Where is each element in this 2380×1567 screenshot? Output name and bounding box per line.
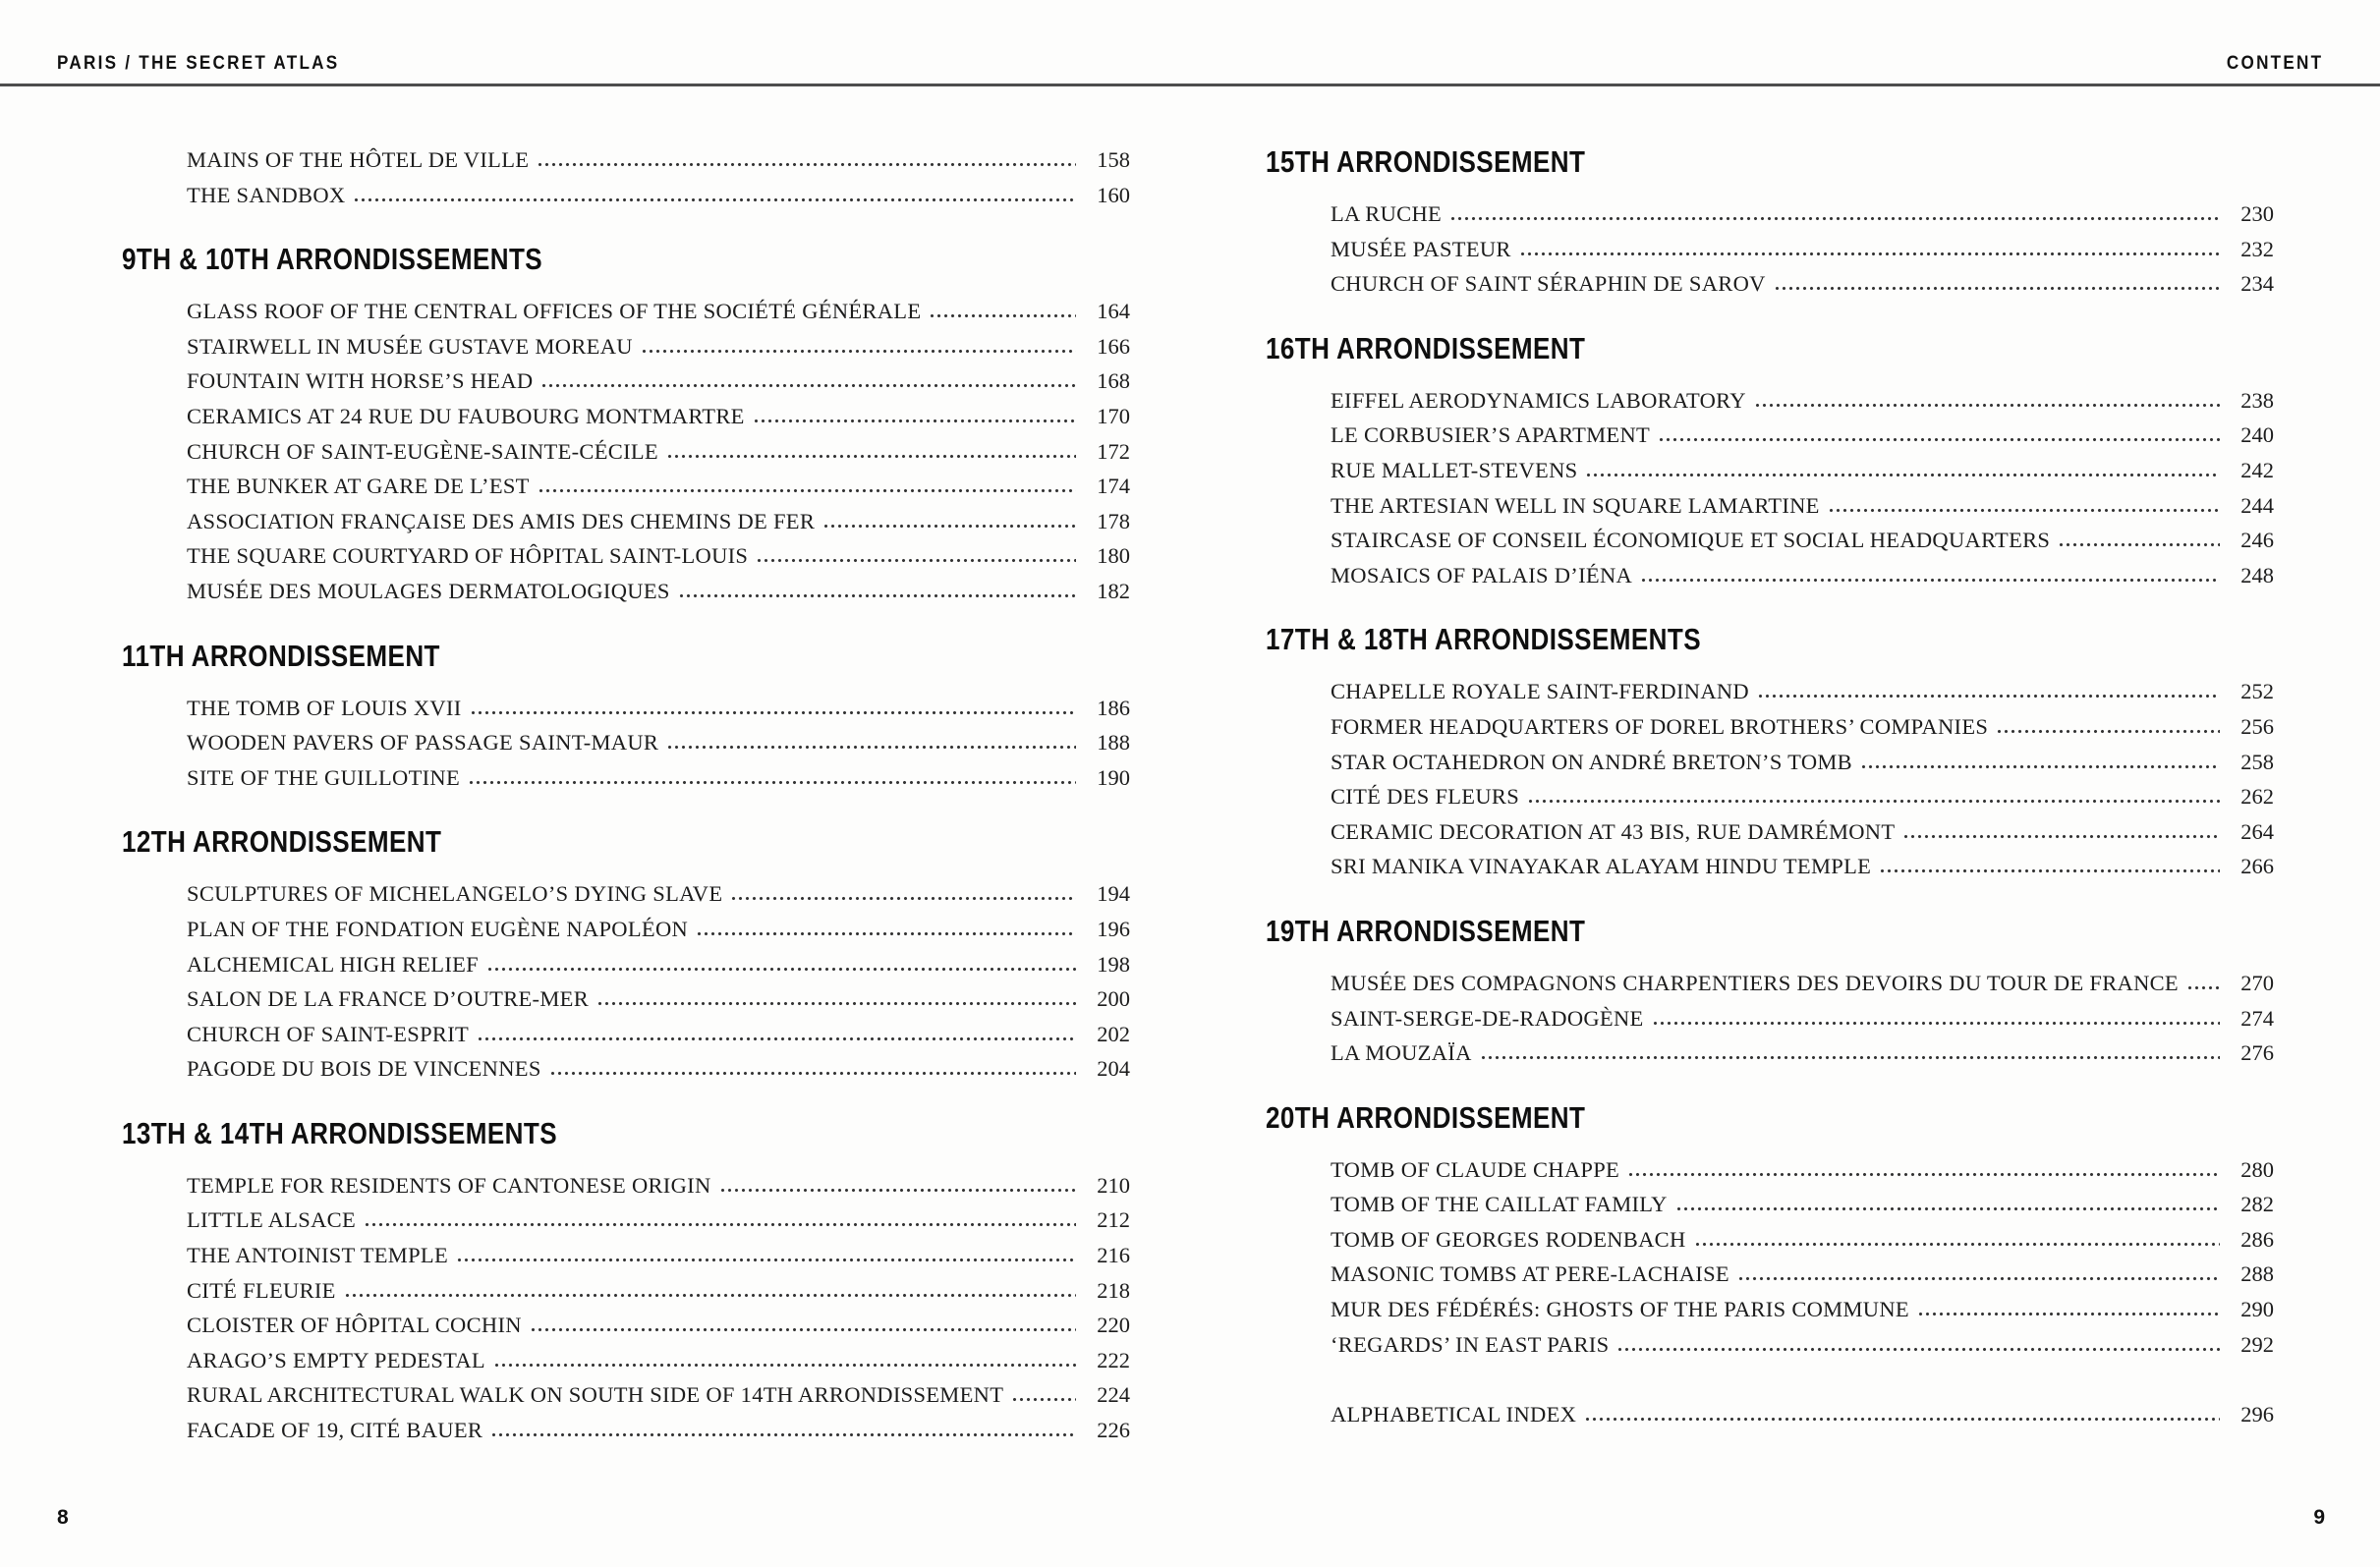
toc-entry-title: MUSÉE DES COMPAGNONS CHARPENTIERS DES DEVOIRS DU TOUR DE FRANCE [1331, 970, 2179, 995]
toc-entry-page: 246 [2240, 528, 2274, 553]
toc-entry-title: TOMB OF GEORGES RODENBACH [1331, 1226, 1686, 1252]
toc-entry-page: 266 [2240, 854, 2274, 879]
toc-entry-title: THE ARTESIAN WELL IN SQUARE LAMARTINE [1331, 492, 1820, 518]
toc-entry-group [1266, 1397, 2274, 1432]
toc-entry-title: TOMB OF CLAUDE CHAPPE [1331, 1156, 1620, 1182]
toc-entry-title: MUSÉE DES MOULAGES DERMATOLOGIQUES [187, 578, 670, 603]
book-title: PARIS / THE SECRET ATLAS [57, 53, 340, 74]
section-title [122, 1114, 1130, 1153]
section-title-text: 13TH & 14TH ARRONDISSEMENTS [122, 1115, 558, 1150]
toc-entry-title: THE ANTOINIST TEMPLE [187, 1243, 449, 1268]
toc-entry-page: 172 [1097, 438, 1130, 464]
toc-entry-page: 164 [1097, 299, 1130, 324]
dot-leader [753, 419, 1076, 423]
toc-section [1266, 329, 2274, 593]
toc-entry-title: LE CORBUSIER’S APARTMENT [1331, 422, 1651, 448]
toc-entry [122, 399, 1130, 434]
toc-entry-page: 232 [2240, 236, 2274, 261]
toc-entry [122, 1203, 1130, 1238]
toc-entry-page: 160 [1097, 182, 1130, 207]
toc-entry-page: 158 [1097, 147, 1130, 172]
dot-leader [493, 1363, 1076, 1368]
toc-entry-page: 282 [2240, 1192, 2274, 1217]
toc-entry [1266, 966, 2274, 1001]
toc-entry [122, 1238, 1130, 1273]
toc-entry-title: TEMPLE FOR RESIDENTS OF CANTONESE ORIGIN [187, 1172, 711, 1198]
toc-entry [122, 1168, 1130, 1203]
dot-leader [1879, 868, 2220, 873]
dot-leader [756, 558, 1076, 563]
toc-entry-title: SITE OF THE GUILLOTINE [187, 764, 461, 790]
toc-entry-title: TOMB OF THE CAILLAT FAMILY [1331, 1192, 1668, 1217]
dot-leader [486, 967, 1076, 972]
dot-leader [1011, 1397, 1076, 1402]
toc-entry-page: 280 [2240, 1156, 2274, 1182]
section-title-text: 20TH ARRONDISSEMENT [1266, 1099, 1586, 1135]
toc-entry-page: 286 [2240, 1226, 2274, 1252]
toc-entry-title: CITÉ DES FLEURS [1331, 784, 1520, 810]
dot-leader [1774, 286, 2220, 291]
toc-entry-title: LITTLE ALSACE [187, 1207, 357, 1233]
dot-leader [364, 1222, 1076, 1227]
dot-leader [1828, 508, 2220, 513]
toc-entry [1266, 1187, 2274, 1222]
toc-entry [122, 876, 1130, 912]
dot-leader [1902, 834, 2220, 839]
dot-leader [1627, 1172, 2220, 1177]
toc-entry-title: WOODEN PAVERS OF PASSAGE SAINT-MAUR [187, 730, 659, 756]
toc-entry-page: 226 [1097, 1418, 1130, 1443]
toc-entry-title: FORMER HEADQUARTERS OF DOREL BROTHERS’ COMPANIES [1331, 713, 1989, 739]
toc-entry-page: 198 [1097, 951, 1130, 977]
section-title [1266, 620, 2274, 659]
toc-entry-page: 230 [2240, 201, 2274, 226]
dot-leader [822, 524, 1076, 529]
toc-entry [122, 364, 1130, 399]
toc-entry-title: ASSOCIATION FRANÇAISE DES AMIS DES CHEMINS DE FER [187, 508, 816, 533]
section-title-text: 12TH ARRONDISSEMENT [122, 824, 442, 860]
dot-leader [1527, 799, 2220, 804]
toc-entry-page: 190 [1097, 764, 1130, 790]
toc-entry-title: MAINS OF THE HÔTEL DE VILLE [187, 147, 530, 172]
dot-leader [641, 349, 1076, 354]
toc-entry-page: 168 [1097, 368, 1130, 394]
toc-entry [1266, 1001, 2274, 1036]
dot-leader [1652, 1021, 2220, 1026]
toc-entry-page: 188 [1097, 730, 1130, 756]
toc-entry-title: FOUNTAIN WITH HORSE’S HEAD [187, 368, 534, 394]
toc-entry-page: 166 [1097, 333, 1130, 359]
toc-entry [1266, 779, 2274, 814]
dot-leader [596, 1001, 1076, 1006]
dot-leader [1675, 1206, 2220, 1211]
dot-leader [477, 1036, 1076, 1041]
toc-entry-title: STAIRCASE OF CONSEIL ÉCONOMIQUE ET SOCIAL HEADQUARTERS [1331, 528, 2051, 553]
section-title [1266, 329, 2274, 368]
toc-entry [1266, 232, 2274, 267]
toc-entry-title: FACADE OF 19, CITÉ BAUER [187, 1418, 483, 1443]
toc-entry [122, 1413, 1130, 1448]
toc-entry-page: 222 [1097, 1347, 1130, 1372]
toc-entry-title: ‘REGARDS’ IN EAST PARIS [1331, 1331, 1610, 1357]
toc-entry [122, 725, 1130, 760]
toc-entry [1266, 266, 2274, 302]
toc-entry [122, 1343, 1130, 1378]
toc-entry-page: 178 [1097, 508, 1130, 533]
page-number-left: 8 [57, 1506, 69, 1529]
toc-left-column [122, 142, 1130, 1567]
toc-entry-page: 180 [1097, 543, 1130, 569]
toc-entry-title: CHURCH OF SAINT-ESPRIT [187, 1021, 470, 1046]
toc-entry-page: 220 [1097, 1313, 1130, 1338]
toc-entry-page: 296 [2240, 1402, 2274, 1427]
toc-gap [1266, 1362, 2274, 1397]
toc-entry-page: 194 [1097, 881, 1130, 907]
dot-leader [666, 454, 1076, 459]
dot-leader [666, 745, 1076, 750]
toc-entry-title: THE SANDBOX [187, 182, 346, 207]
toc-entry-title: SRI MANIKA VINAYAKAR ALAYAM HINDU TEMPLE [1331, 854, 1872, 879]
toc-entry-page: 170 [1097, 403, 1130, 428]
toc-entry-title: ALPHABETICAL INDEX [1331, 1402, 1577, 1427]
toc-entry-page: 202 [1097, 1021, 1130, 1046]
dot-leader [1757, 694, 2220, 699]
toc-section [122, 1114, 1130, 1448]
toc-entry-page: 242 [2240, 457, 2274, 482]
section-title-text: 11TH ARRONDISSEMENT [122, 638, 440, 673]
section-title [1266, 142, 2274, 182]
toc-entry-title: PLAN OF THE FONDATION EUGÈNE NAPOLÉON [187, 916, 689, 941]
toc-entry-page: 252 [2240, 679, 2274, 704]
toc-entry [122, 434, 1130, 470]
toc-entry [1266, 1397, 2274, 1432]
toc-entry-page: 182 [1097, 578, 1130, 603]
toc-entry [122, 981, 1130, 1017]
toc-entry-title: GLASS ROOF OF THE CENTRAL OFFICES OF THE SOCIÉTÉ GÉNÉRALE [187, 299, 922, 324]
toc-entry-page: 276 [2240, 1040, 2274, 1066]
dot-leader [1616, 1347, 2220, 1352]
toc-entry-title: CLOISTER OF HÔPITAL COCHIN [187, 1313, 522, 1338]
toc-entry-page: 258 [2240, 749, 2274, 774]
toc-entry-title: CITÉ FLEURIE [187, 1277, 336, 1303]
toc-entry-page: 292 [2240, 1331, 2274, 1357]
section-title-text: 9TH & 10TH ARRONDISSEMENTS [122, 242, 543, 277]
toc-entry [1266, 1222, 2274, 1258]
toc-entry-title: PAGODE DU BOIS DE VINCENNES [187, 1056, 541, 1082]
toc-entry-title: SCULPTURES OF MICHELANGELO’S DYING SLAVE [187, 881, 723, 907]
section-label: CONTENT [2226, 53, 2323, 74]
dot-leader [468, 780, 1076, 785]
dot-leader [1449, 216, 2220, 221]
dot-leader [490, 1432, 1076, 1437]
toc-section [122, 240, 1130, 608]
toc-entry [122, 1377, 1130, 1413]
toc-entry-page: 174 [1097, 474, 1130, 499]
toc-entry [122, 294, 1130, 329]
toc-entry [122, 538, 1130, 574]
toc-entry [1266, 383, 2274, 419]
toc-entry-page: 262 [2240, 784, 2274, 810]
toc-entry [122, 142, 1130, 178]
toc-entry-title: THE BUNKER AT GARE DE L’EST [187, 474, 530, 499]
toc-entry-title: RUE MALLET-STEVENS [1331, 457, 1578, 482]
dot-leader [549, 1071, 1076, 1076]
toc-entry [122, 504, 1130, 539]
dot-leader [678, 593, 1076, 598]
dot-leader [1917, 1312, 2220, 1316]
section-title [1266, 1098, 2274, 1138]
toc-section [1266, 142, 2274, 302]
toc-entry-page: 186 [1097, 695, 1130, 720]
dot-leader [1519, 252, 2220, 256]
dot-leader [537, 162, 1076, 167]
toc-entry-page: 244 [2240, 492, 2274, 518]
toc-entry [1266, 1035, 2274, 1071]
toc-entry-title: MOSAICS OF PALAIS D’IÉNA [1331, 562, 1633, 588]
toc-entry-page: 224 [1097, 1382, 1130, 1408]
toc-entry-title: CERAMIC DECORATION AT 43 BIS, RUE DAMRÉMONT [1331, 818, 1896, 844]
dot-leader [1585, 473, 2220, 477]
section-title [122, 637, 1130, 676]
toc-entry-page: 240 [2240, 422, 2274, 448]
toc-entry [122, 760, 1130, 796]
dot-leader [1640, 578, 2220, 583]
toc-entry-page: 204 [1097, 1056, 1130, 1082]
section-title-text: 17TH & 18TH ARRONDISSEMENTS [1266, 622, 1702, 657]
toc-entry-title: CHAPELLE ROYALE SAINT-FERDINAND [1331, 679, 1749, 704]
toc-section [1266, 1098, 2274, 1363]
toc-section [122, 822, 1130, 1087]
toc-entry-title: THE SQUARE COURTYARD OF HÔPITAL SAINT-LOUIS [187, 543, 749, 569]
toc-entry-title: STAIRWELL IN MUSÉE GUSTAVE MOREAU [187, 333, 633, 359]
toc-entry-title: SAINT-SERGE-DE-RADOGÈNE [1331, 1005, 1644, 1031]
toc-section [122, 637, 1130, 796]
dot-leader [2186, 985, 2220, 990]
toc-entry [1266, 674, 2274, 709]
dot-leader [1754, 403, 2220, 408]
toc-entry-page: 216 [1097, 1243, 1130, 1268]
toc-entry-title: STAR OCTAHEDRON ON ANDRÉ BRETON’S TOMB [1331, 749, 1852, 774]
toc-entry-page: 218 [1097, 1277, 1130, 1303]
toc-entry-group [122, 142, 1130, 212]
section-title [122, 822, 1130, 862]
toc-entry [122, 469, 1130, 504]
section-title [1266, 912, 2274, 951]
toc-entry [1266, 1257, 2274, 1292]
toc-entry-title: LA RUCHE [1331, 201, 1443, 226]
toc-section [1266, 912, 2274, 1071]
toc-entry [1266, 1292, 2274, 1327]
toc-entry [122, 1051, 1130, 1087]
toc-entry [1266, 1152, 2274, 1188]
toc-entry [1266, 1327, 2274, 1363]
toc-columns [0, 89, 2380, 1567]
toc-entry-title: MUR DES FÉDÉRÉS: GHOSTS OF THE PARIS COMMUNE [1331, 1297, 1909, 1322]
toc-entry-page: 290 [2240, 1297, 2274, 1322]
section-title-text: 15TH ARRONDISSEMENT [1266, 144, 1586, 179]
toc-entry-page: 234 [2240, 271, 2274, 297]
toc-entry [122, 1273, 1130, 1309]
toc-entry-page: 248 [2240, 562, 2274, 588]
section-title [122, 240, 1130, 279]
dot-leader [456, 1258, 1076, 1262]
toc-entry [1266, 814, 2274, 850]
dot-leader [1860, 764, 2220, 769]
dot-leader [470, 710, 1076, 715]
toc-entry [122, 178, 1130, 213]
toc-entry-title: RURAL ARCHITECTURAL WALK ON SOUTH SIDE OF 14TH ARRONDISSEMENT [187, 1382, 1004, 1408]
toc-entry-page: 196 [1097, 916, 1130, 941]
toc-entry [1266, 453, 2274, 488]
toc-section [1266, 620, 2274, 884]
toc-entry-title: EIFFEL AERODYNAMICS LABORATORY [1331, 387, 1746, 413]
section-title-text: 19TH ARRONDISSEMENT [1266, 913, 1586, 948]
toc-entry-page: 256 [2240, 713, 2274, 739]
dot-leader [1694, 1242, 2220, 1247]
toc-entry [1266, 488, 2274, 524]
toc-entry [122, 1308, 1130, 1343]
dot-leader [1658, 437, 2220, 442]
toc-entry [1266, 558, 2274, 593]
toc-entry-title: MASONIC TOMBS AT PERE-LACHAISE [1331, 1261, 1729, 1287]
toc-entry-title: MUSÉE PASTEUR [1331, 236, 1511, 261]
toc-right-column [1266, 142, 2274, 1567]
toc-entry [122, 691, 1130, 726]
toc-entry-page: 212 [1097, 1207, 1130, 1233]
toc-entry [1266, 849, 2274, 884]
dot-leader [1737, 1276, 2220, 1281]
dot-leader [344, 1293, 1076, 1298]
dot-leader [1584, 1417, 2220, 1422]
toc-entry [1266, 196, 2274, 232]
toc-entry-title: LA MOUZAÏA [1331, 1040, 1472, 1066]
toc-entry [1266, 745, 2274, 780]
toc-entry [122, 947, 1130, 982]
toc-entry [1266, 523, 2274, 558]
toc-entry-page: 270 [2240, 970, 2274, 995]
toc-entry-title: CHURCH OF SAINT SÉRAPHIN DE SAROV [1331, 271, 1766, 297]
running-head [0, 0, 2380, 86]
toc-entry-page: 264 [2240, 818, 2274, 844]
toc-entry-page: 210 [1097, 1172, 1130, 1198]
toc-entry [122, 912, 1130, 947]
dot-leader [1996, 729, 2220, 734]
toc-entry [122, 1017, 1130, 1052]
toc-entry-title: THE TOMB OF LOUIS XVII [187, 695, 462, 720]
section-title-text: 16TH ARRONDISSEMENT [1266, 330, 1586, 365]
dot-leader [353, 197, 1076, 202]
toc-entry-title: CERAMICS AT 24 RUE DU FAUBOURG MONTMARTRE [187, 403, 745, 428]
dot-leader [540, 383, 1076, 388]
dot-leader [530, 1327, 1076, 1332]
toc-entry [1266, 709, 2274, 745]
toc-entry-page: 238 [2240, 387, 2274, 413]
toc-entry-title: ARAGO’S EMPTY PEDESTAL [187, 1347, 485, 1372]
toc-entry [122, 329, 1130, 364]
dot-leader [2058, 542, 2220, 547]
page-number-right: 9 [2313, 1506, 2325, 1529]
dot-leader [538, 488, 1076, 493]
dot-leader [696, 931, 1076, 936]
toc-entry-page: 288 [2240, 1261, 2274, 1287]
dot-leader [730, 896, 1076, 901]
dot-leader [1480, 1055, 2220, 1060]
toc-entry-page: 274 [2240, 1005, 2274, 1031]
dot-leader [719, 1188, 1077, 1193]
toc-entry-title: CHURCH OF SAINT-EUGÈNE-SAINTE-CÉCILE [187, 438, 658, 464]
toc-entry [1266, 418, 2274, 453]
toc-entry [122, 574, 1130, 609]
toc-entry-title: SALON DE LA FRANCE D’OUTRE-MER [187, 986, 590, 1012]
dot-leader [929, 313, 1076, 318]
toc-entry-title: ALCHEMICAL HIGH RELIEF [187, 951, 479, 977]
toc-entry-page: 200 [1097, 986, 1130, 1012]
